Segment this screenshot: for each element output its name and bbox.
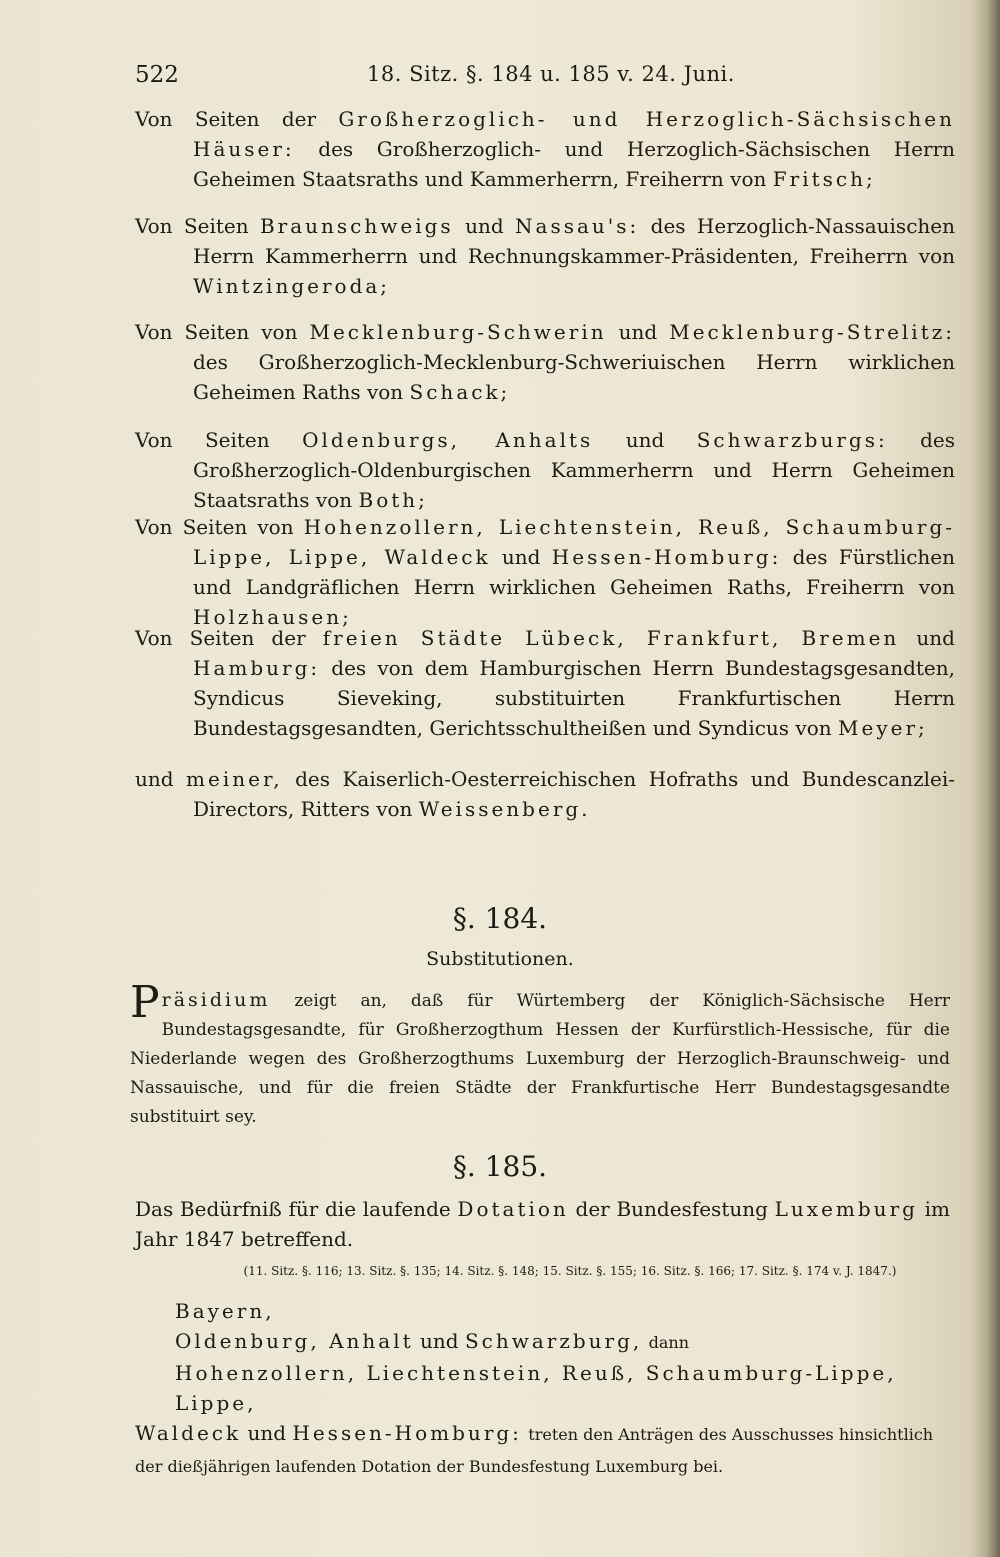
entry-conjunction: und xyxy=(625,428,665,452)
entry-lead: Von Seiten der xyxy=(135,107,317,131)
intro-luxemburg: Luxemburg xyxy=(774,1197,918,1221)
entry-states: meiner, xyxy=(186,767,283,791)
section-184-paragraph xyxy=(130,977,950,1132)
entry-text: des Großherzoglich-Mecklenburg-Schweriuischen Herrn wirklichen Geheimen Raths von xyxy=(193,350,955,404)
delegate-entry-saxon-houses xyxy=(135,104,955,194)
state-waldeck: Waldeck xyxy=(135,1421,242,1445)
intro-text-b: der Bundesfestung xyxy=(575,1197,768,1221)
entry-text: des Fürstlichen und Landgräflichen Herrn wirklichen Geheimen Raths, Freiherrn von xyxy=(193,545,956,599)
entry-states-2: Hessen-Homburg: xyxy=(551,545,782,569)
page-header xyxy=(135,62,945,94)
entry-states: Hohenzollern, Liechtenstein, Reuß, Schaumburg-Lippe, Lippe, Waldeck xyxy=(193,515,956,569)
entry-text: des Herzoglich-Nassauischen Herrn Kammerherrn und Rechnungskammer-Präsidenten, Freiherrn von xyxy=(193,214,955,268)
entry-lead: und xyxy=(135,767,174,791)
section-185-states xyxy=(135,1296,950,1482)
entry-lead: Von Seiten von xyxy=(135,515,294,539)
entry-lead: Von Seiten xyxy=(135,214,249,238)
entry-delegate-name: Holzhausen; xyxy=(193,605,352,629)
delegate-entry-mecklenburg xyxy=(135,317,955,407)
entry-delegate-name: Both; xyxy=(358,488,428,512)
entry-states: freien Städte Lübeck, Frankfurt, Bremen xyxy=(322,626,900,650)
section-184-body: zeigt an, daß für Würtemberg der Königlich-Sächsische Herr Bundestagsgesandte, für Großherzogthum Hessen der Kurfürstlich-Hessische, für die Niederlande wegen des Großherzogthums Luxemburg der Herzoglich-Braunschweig- und Nassauische, und für die freien Städte der Frankfurtische Herr Bundestagsgesandte substituirt sey. xyxy=(130,991,950,1127)
state-line-waldeck xyxy=(135,1418,950,1482)
delegate-entry-free-cities xyxy=(135,623,955,743)
state-schwarzburg: Schwarzburg, xyxy=(464,1329,643,1353)
intro-text-c: im Jahr 1847 betreffend. xyxy=(135,1197,951,1251)
entry-lead: Von Seiten xyxy=(135,428,270,452)
entry-states: Oldenburgs, Anhalts xyxy=(302,428,594,452)
delegate-entry-oldenburg xyxy=(135,425,955,515)
entry-states-2: Hamburg: xyxy=(193,656,321,680)
state-und: und xyxy=(420,1329,459,1353)
entry-conjunction: und xyxy=(618,320,658,344)
entry-text: des Kaiserlich-Oesterreichischen Hofraths und Bundescanzlei-Directors, Ritters von xyxy=(193,767,956,821)
entry-states-2: Nassau's: xyxy=(515,214,640,238)
entry-delegate-name: Wintzingeroda; xyxy=(193,274,391,298)
section-184-lead: räsidium xyxy=(161,989,271,1011)
intro-dotation: Dotation xyxy=(457,1197,569,1221)
entry-delegate-name: Schack; xyxy=(409,380,511,404)
section-185-references: (11. Sitz. §. 116; 13. Sitz. §. 135; 14. Sitz. §. 148; 15. Sitz. §. 155; 16. Sitz. §. 166; 17. Sitz. §. 174 v. J. 1847.) xyxy=(243,1264,897,1278)
entry-states: Großherzoglich- und Herzoglich-Sächsischen Häuser: xyxy=(193,107,955,161)
state-line-oldenburg xyxy=(135,1326,950,1358)
section-184-title: §. 184. xyxy=(452,902,548,935)
entry-states-2: Mecklenburg-Strelitz: xyxy=(669,320,956,344)
section-185-intro xyxy=(135,1194,950,1254)
entry-text: des Großherzoglich-Oldenburgischen Kammerherrn und Herrn Geheimen Staatsraths von xyxy=(193,428,956,512)
state-bayern: Bayern, xyxy=(175,1299,275,1323)
intro-text-a: Das Bedürfniß für die laufende xyxy=(135,1197,451,1221)
state-dann: dann xyxy=(648,1333,690,1352)
entry-conjunction: und xyxy=(465,214,504,238)
delegate-entry-hohenzollern xyxy=(135,512,955,632)
entry-text: des Großherzoglich- und Herzoglich-Sächsischen Herrn Geheimen Staatsraths und Kammerherrn, Freiherrn von xyxy=(193,137,956,191)
drop-cap: P xyxy=(130,977,160,1028)
entry-conjunction: und xyxy=(916,626,955,650)
page-number: 522 xyxy=(135,62,179,88)
state-line-hohenzollern: Hohenzollern, Liechtenstein, Reuß, Schaumburg-Lippe, Lippe, xyxy=(175,1361,897,1415)
entry-conjunction: und xyxy=(501,545,541,569)
entry-delegate-name: Meyer; xyxy=(838,716,928,740)
entry-delegate-name: Fritsch; xyxy=(772,167,876,191)
section-185-title: §. 185. xyxy=(452,1150,548,1183)
section-184-subtitle: Substitutionen. xyxy=(426,948,574,970)
section-185-closing: treten den Anträgen des Ausschusses hinsichtlich der dießjährigen laufenden Dotation der Bundesfestung Luxemburg bei. xyxy=(135,1425,934,1476)
state-oldenburg-anhalt: Oldenburg, Anhalt xyxy=(175,1329,414,1353)
entry-states-2: Schwarzburgs: xyxy=(696,428,888,452)
entry-lead: Von Seiten der xyxy=(135,626,306,650)
page-edge-shadow xyxy=(986,0,1000,1557)
state-hessen-homburg: Hessen-Homburg: xyxy=(292,1421,522,1445)
entry-lead: Von Seiten von xyxy=(135,320,298,344)
delegate-entry-braunschweig-nassau xyxy=(135,211,955,301)
entry-delegate-name: Weissenberg. xyxy=(418,797,591,821)
running-title: 18. Sitz. §. 184 u. 185 v. 24. Juni. xyxy=(367,62,735,86)
entry-states: Mecklenburg-Schwerin xyxy=(309,320,607,344)
state-und-2: und xyxy=(247,1421,287,1445)
entry-text: des von dem Hamburgischen Herrn Bundestagsgesandten, Syndicus Sieveking, substituirten Frankfurtischen Herrn Bundestagsgesandten, Gerichtsschultheißen und Syndicus von xyxy=(193,656,955,740)
delegate-entry-presiding xyxy=(135,764,955,824)
entry-states: Braunschweigs xyxy=(259,214,454,238)
